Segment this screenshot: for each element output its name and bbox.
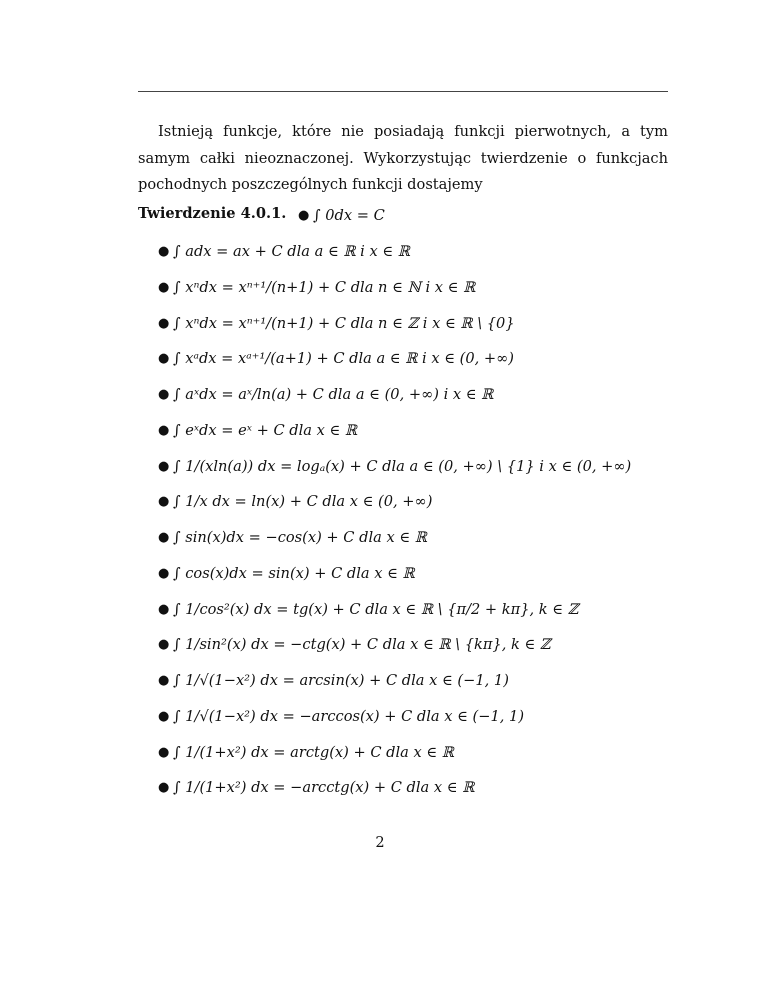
bullet-icon: ●: [158, 458, 170, 474]
formula-item-3: [158, 311, 515, 335]
formula-item-0: [298, 203, 385, 227]
page-number: 2: [375, 834, 385, 851]
formula: ∫ 1/(xln(a)) dx = logₐ(x) + C dla a ∈ (0, +∞) \ {1} i x ∈ (0, +∞): [173, 457, 632, 475]
formula: ∫ xⁿdx = xⁿ⁺¹/(n+1) + C dla n ∈ ℤ i x ∈ ℝ \ {0}: [173, 314, 515, 332]
formula-item-11: [158, 597, 578, 621]
formula: ∫ aˣdx = aˣ/ln(a) + C dla a ∈ (0, +∞) i x ∈ ℝ: [173, 385, 494, 403]
formula: ∫ 1/x dx = ln(x) + C dla x ∈ (0, +∞): [173, 492, 433, 510]
formula: ∫ adx = ax + C dla a ∈ ℝ i x ∈ ℝ: [173, 242, 410, 260]
bullet-icon: ●: [158, 672, 170, 688]
bullet-icon: ●: [158, 708, 170, 724]
bullet-icon: ●: [158, 493, 170, 509]
formula-item-15: [158, 740, 454, 764]
formula: ∫ 1/sin²(x) dx = −ctg(x) + C dla x ∈ ℝ \ {kπ}, k ∈ ℤ: [173, 635, 551, 653]
formula-item-2: [158, 275, 475, 299]
formula: ∫ 1/(1+x²) dx = arctg(x) + C dla x ∈ ℝ: [173, 743, 454, 761]
formula: ∫ sin(x)dx = −cos(x) + C dla x ∈ ℝ: [173, 528, 427, 546]
formula-item-1: [158, 239, 410, 263]
header-rule: [138, 91, 668, 92]
formula: ∫ cos(x)dx = sin(x) + C dla x ∈ ℝ: [173, 564, 415, 582]
bullet-icon: ●: [158, 601, 170, 617]
bullet-icon: ●: [158, 279, 170, 295]
bullet-icon: ●: [158, 779, 170, 795]
formula-item-4: [158, 346, 514, 370]
bullet-icon: ●: [158, 529, 170, 545]
bullet-icon: ●: [158, 243, 170, 259]
bullet-icon: ●: [158, 636, 170, 652]
formula: ∫ 1/(1+x²) dx = −arcctg(x) + C dla x ∈ ℝ: [173, 778, 475, 796]
formula-item-5: [158, 382, 493, 406]
intro-paragraph: Istnieją funkcje, które nie posiadają funkcji pierwotnych, a tym samym całki nieoznaczonej. Wykorzystując twierdzenie o funkcjach pochodnych poszczególnych funkcji dostajemy: [138, 123, 668, 194]
formula: ∫ xᵃdx = xᵃ⁺¹/(a+1) + C dla a ∈ ℝ i x ∈ (0, +∞): [173, 349, 514, 367]
bullet-icon: ●: [158, 350, 170, 366]
formula: ∫ eˣdx = eˣ + C dla x ∈ ℝ: [173, 421, 358, 439]
formula-item-16: [158, 775, 474, 799]
formula-item-13: [158, 668, 509, 692]
formula-item-8: [158, 489, 432, 513]
formula: ∫ xⁿdx = xⁿ⁺¹/(n+1) + C dla n ∈ ℕ i x ∈ ℝ: [173, 278, 476, 296]
formula-item-10: [158, 561, 415, 585]
formula-item-7: [158, 454, 631, 478]
formula-item-14: [158, 704, 524, 728]
theorem-label: Twierdzenie 4.0.1.: [138, 205, 287, 222]
formula: ∫ 1/cos²(x) dx = tg(x) + C dla x ∈ ℝ \ {π/2 + kπ}, k ∈ ℤ: [173, 600, 579, 618]
formula: ∫ 0dx = C: [313, 206, 385, 224]
bullet-icon: ●: [158, 315, 170, 331]
bullet-icon: ●: [158, 744, 170, 760]
formula: ∫ 1/√(1−x²) dx = −arccos(x) + C dla x ∈ (−1, 1): [173, 707, 525, 725]
bullet-icon: ●: [158, 565, 170, 581]
formula-item-9: [158, 525, 427, 549]
bullet-icon: ●: [298, 207, 310, 223]
bullet-icon: ●: [158, 386, 170, 402]
bullet-icon: ●: [158, 422, 170, 438]
formula: ∫ 1/√(1−x²) dx = arcsin(x) + C dla x ∈ (−1, 1): [173, 671, 509, 689]
formula-item-6: [158, 418, 357, 442]
formula-item-12: [158, 632, 551, 656]
